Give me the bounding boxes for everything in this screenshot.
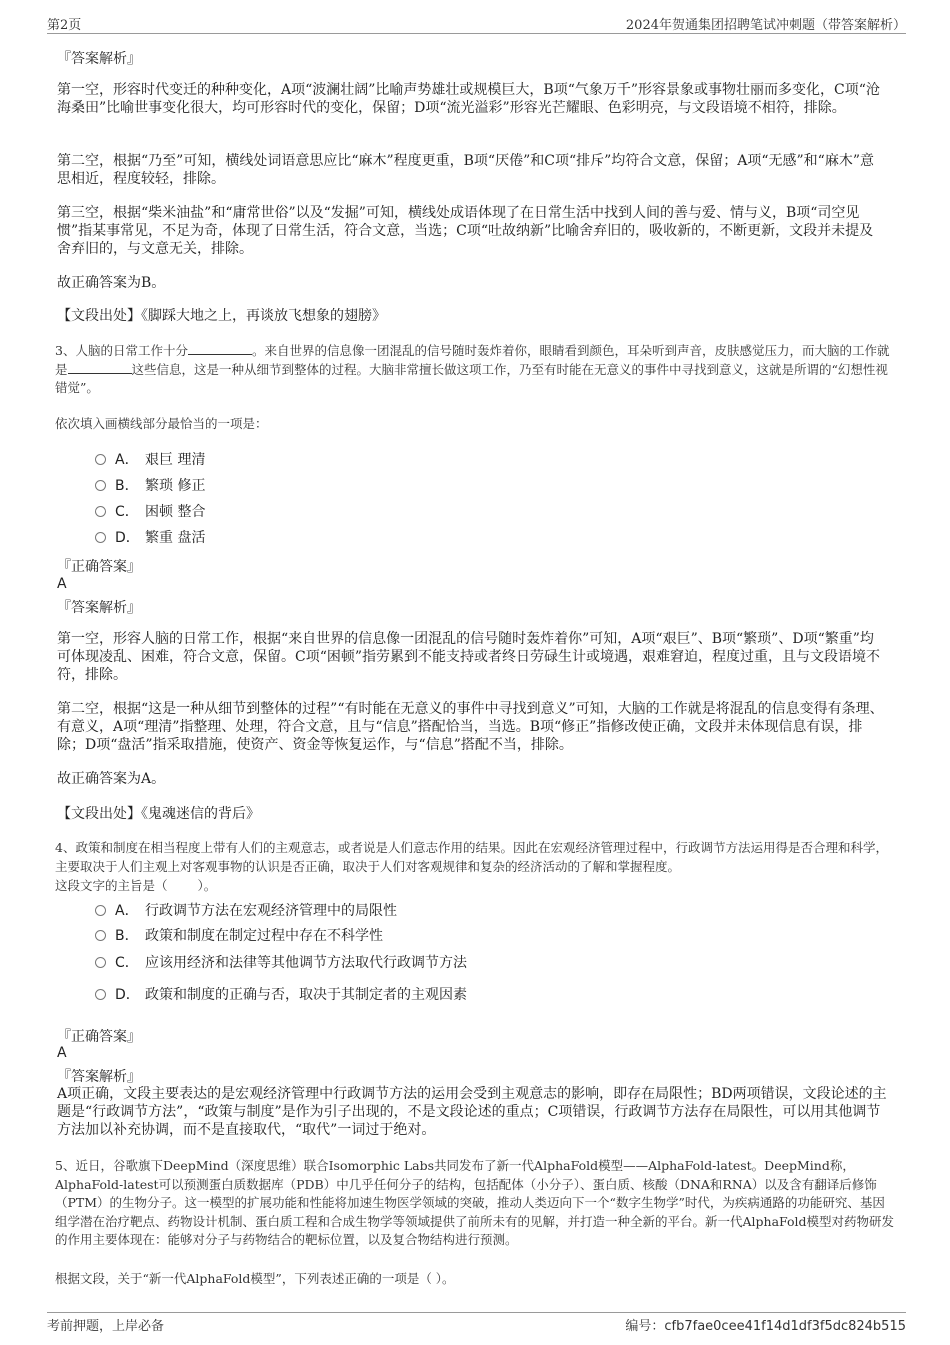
- q3-analysis-p2: 第二空，根据“这是一种从细节到整体的过程”“有时能在无意义的事件中寻找到意义”可知，大脑的工作就是将混乱的信息变得有条理、有意义，A项“理清”指整理、处理，符合文意，且与“信息”搭配恰当，当选。B项“修正”指修改使正确，文段并未体现信息有误，排除；D项“盘活”指采取措施，使资产、资金等恢复运作，与“信息”搭配不当，排除。: [57, 701, 884, 753]
- q2-analysis-p1: 第一空，形容时代变迁的种种变化，A项“波澜壮阔”比喻声势雄壮或规模巨大，B项“气象万千”形容景象或事物壮丽而多变化，C项“沧海桑田”比喻世事变化很大，均可形容时代的变化，保留；D项“流光溢彩”形容光芒耀眼、色彩明亮，与文段语境不相符，排除。: [57, 82, 880, 116]
- q3-answer: A: [57, 576, 67, 592]
- option-text: 繁重 盘活: [145, 530, 206, 546]
- q2-analysis-p2: 第二空，根据“乃至”可知，横线处词语意思应比“麻木”程度更重，B项“厌倦”和C项“排斥”均符合文意，保留；A项“无感”和“麻木”意思相近，程度较轻，排除。: [57, 153, 874, 187]
- option-text: 应该用经济和法律等其他调节方法取代行政调节方法: [145, 955, 467, 971]
- q4-answer: A: [57, 1045, 67, 1061]
- q2-source: 【文段出处】《脚踩大地之上，再谈放飞想象的翅膀》: [57, 308, 386, 324]
- option-key: D．: [115, 987, 140, 1003]
- option-key: C．: [115, 955, 139, 971]
- q5-stem: 5、近日，谷歌旗下DeepMind（深度思维）联合Isomorphic Labs共同发布了新一代AlphaFold模型——AlphaFold-latest。DeepMind称，AlphaFold-latest可以预测蛋白质数据库（PDB）中几乎任何分子的结构，包括配体（小分子）、蛋白质、核酸（DNA和RNA）以及含有翻译后修饰（PTM）的生物分子。这一模型的扩展功能和性能将加速生物医学领域的突破，推动人类迈向下一个“数字生物学”时代，为疾病通路的功能研究、基因组学潜在治疗靶点、药物设计机制、蛋白质工程和合成生物学等领域提供了前所未有的见解，并打造一种全新的平台。新一代AlphaFold模型对药物研发的作用主要体现在：能够对分子与药物结合的靶标位置，以及复合物结构进行预测。: [55, 1158, 895, 1247]
- radio-icon[interactable]: [95, 532, 106, 543]
- q2-analysis-p3: 第三空，根据“柴米油盐”和“庸常世俗”以及“发掘”可知，横线处成语体现了在日常生活中找到人间的善与爱、情与义，B项“司空见惯”指某事常见，不足为奇，体现了日常生活，符合文意，当选；C项“吐故纳新”比喻舍弃旧的，吸收新的，不断更新，文段并未提及舍弃旧的，与文意无关，排除。: [57, 205, 874, 257]
- q3-option-a[interactable]: [95, 450, 205, 470]
- q3-analysis-p1: 第一空，形容人脑的日常工作，根据“来自世界的信息像一团混乱的信号随时轰炸着你”可知，A项“艰巨”、B项“繁琐”、D项“繁重”均可体现凌乱、困难，符合文意，保留。C项“困顿”指劳累到不能支持或者终日劳碌生计或境遇，艰难窘迫，程度过重，且与文段语境不符，排除。: [57, 631, 881, 683]
- q3-option-b[interactable]: [95, 476, 205, 496]
- option-text: 政策和制度在制定过程中存在不科学性: [145, 928, 383, 944]
- radio-icon[interactable]: [95, 506, 106, 517]
- radio-icon[interactable]: [95, 930, 106, 941]
- q5-prompt: 根据文段，关于“新一代AlphaFold模型”，下列表述正确的一项是（ ）。: [55, 1271, 455, 1286]
- option-key: A．: [115, 452, 139, 468]
- q3-stem-part-b: 。来自世界的信息像一团混乱的信号随时轰炸着你，眼睛看到颜色，耳朵听到声音，皮肤感觉压力，而大脑的工作就是: [55, 343, 890, 377]
- footer-slogan: 考前押题，上岸必备: [47, 1319, 165, 1334]
- radio-icon[interactable]: [95, 957, 106, 968]
- q4-option-b[interactable]: [95, 926, 383, 946]
- q3-option-d[interactable]: [95, 528, 205, 548]
- q3-option-c[interactable]: [95, 502, 205, 522]
- document-id: 编号：cfb7fae0cee41f14d1df3f5dc824b515: [625, 1319, 906, 1334]
- q4-option-a[interactable]: [95, 901, 397, 921]
- q4-analysis-p1: A项正确，文段主要表达的是宏观经济管理中行政调节方法的运用会受到主观意志的影响，即存在局限性；BD两项错误，文段论述的主题是“行政调节方法”，“政策与制度”是作为引子出现的，不是文段论述的重点；C项错误，行政调节方法存在局限性，可以用其他调节方法加以补充协调，而不是直接取代，“取代”一词过于绝对。: [57, 1086, 887, 1138]
- q2-analysis-tag: 『答案解析』: [57, 51, 141, 67]
- q3-blank-1: [188, 343, 252, 355]
- q4-stem: 4、政策和制度在相当程度上带有人们的主观意志，或者说是人们意志作用的结果。因此在宏观经济管理过程中，行政调节方法运用得是否合理和科学，主要取决于人们主观上对客观事物的认识是否正确，取决于人们对客观规律和复杂的经济活动的了解和掌握程度。: [55, 840, 888, 874]
- q3-stem-part-a: 3、人脑的日常工作十分: [55, 343, 188, 358]
- q4-prompt: [55, 877, 897, 896]
- q4-prompt-part-a: 这段文字的主旨是（: [55, 878, 168, 893]
- q3-prompt: 依次填入画横线部分最恰当的一项是：: [55, 416, 268, 431]
- radio-icon[interactable]: [95, 454, 106, 465]
- q4-option-c[interactable]: [95, 953, 467, 973]
- option-key: C．: [115, 504, 139, 520]
- q3-source: 【文段出处】《鬼魂迷信的背后》: [57, 806, 260, 822]
- q3-blank-2: [68, 362, 132, 374]
- option-text: 行政调节方法在宏观经济管理中的局限性: [145, 903, 397, 919]
- document-title: 2024年贺通集团招聘笔试冲刺题（带答案解析）: [625, 18, 906, 33]
- radio-icon[interactable]: [95, 480, 106, 491]
- q3-analysis-tag: 『答案解析』: [57, 600, 141, 616]
- option-key: B．: [115, 478, 139, 494]
- q4-answer-tag: 『正确答案』: [57, 1029, 141, 1045]
- radio-icon[interactable]: [95, 905, 106, 916]
- option-text: 政策和制度的正确与否，取决于其制定者的主观因素: [145, 987, 467, 1003]
- q3-answer-tag: 『正确答案』: [57, 559, 141, 575]
- q4-prompt-part-b: ）。: [197, 878, 217, 893]
- radio-icon[interactable]: [95, 989, 106, 1000]
- option-key: B．: [115, 928, 139, 944]
- q3-stem-part-c: 这些信息，这是一种从细节到整体的过程。大脑非常擅长做这项工作，乃至有时能在无意义的事件中寻找到意义，这就是所谓的“幻想性视错觉”。: [55, 361, 888, 395]
- page-header: [47, 13, 906, 34]
- option-text: 艰巨 理清: [145, 452, 206, 468]
- q3-stem: [55, 342, 897, 398]
- q4-option-d[interactable]: [95, 985, 467, 1005]
- page-number: 第2页: [47, 18, 82, 33]
- page-footer: [47, 1312, 906, 1333]
- option-text: 繁琐 修正: [145, 478, 206, 494]
- q2-conclusion: 故正确答案为B。: [57, 275, 166, 291]
- option-key: A．: [115, 903, 139, 919]
- option-key: D．: [115, 530, 140, 546]
- q3-conclusion: 故正确答案为A。: [57, 771, 166, 787]
- option-text: 困顿 整合: [145, 504, 206, 520]
- q4-analysis-tag: 『答案解析』: [57, 1069, 141, 1085]
